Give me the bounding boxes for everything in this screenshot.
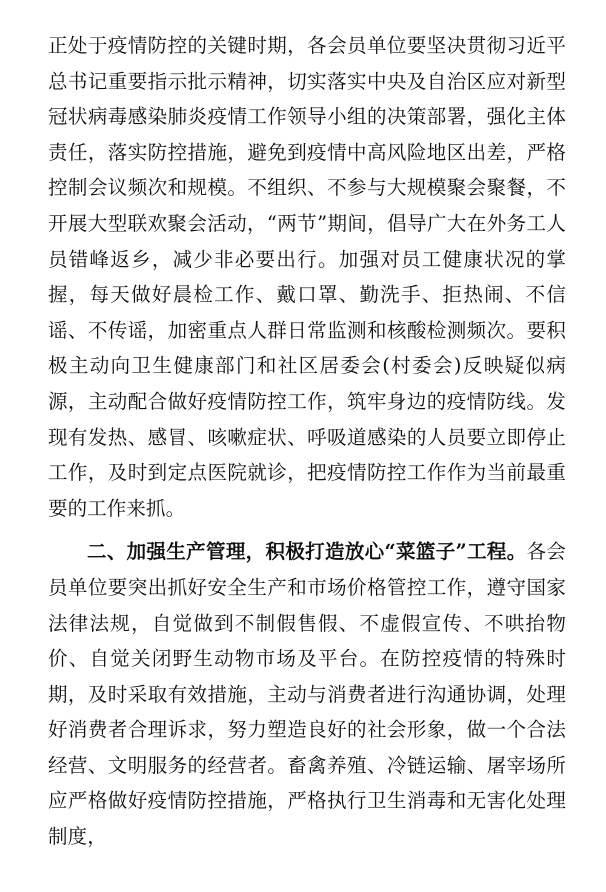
paragraph-2: 二、加强生产管理，积极打造放心“菜篮子”工程。各会员单位要突出抓好安全生产和市场价格管控工作，遵守国家法律法规，自觉做到不制假售假、不虚假宣传、不哄抬物价、自觉关闭野生动物市场及平台。在防控疫情的特殊时期，及时采取有效措施，主动与消费者进行沟通协调，处理好消费者合理诉求，努力塑造良好的社会形象，做一个合法经营、文明服务的经营者。畜禽养殖、冷链运输、屠宰场所应严格做好疫情防控措施，严格执行卫生消毒和无害化处理制度， [48, 540, 567, 849]
paragraph-1: 正处于疫情防控的关键时期，各会员单位要坚决贯彻习近平总书记重要指示批示精神，切实落实中央及自治区应对新型冠状病毒感染肺炎疫情工作领导小组的决策部署，强化主体责任，落实防控措施，避免到疫情中高风险地区出差，严格控制会议频次和规模。不组织、不参与大规模聚会聚餐，不开展大型联欢聚会活动，“两节”期间，倡导广大在外务工人员错峰返乡，减少非必要出行。加强对员工健康状况的掌握，每天做好晨检工作、戴口罩、勤洗手、拒热闹、不信谣、不传谣，加密重点人群日常监测和核酸检测频次。要积极主动向卫生健康部门和社区居委会(村委会)反映疑似病源，主动配合做好疫情防控工作，筑牢身边的疫情防线。发现有发热、感冒、咳嗽症状、呼吸道感染的人员要立即停止工作，及时到定点医院就诊，把疫情防控工作作为当前最重要的工作来抓。 [48, 34, 566, 520]
paragraph-2-heading-label: 二、加强生产管理，积极打造放心“菜篮子”工程。 [87, 540, 527, 564]
